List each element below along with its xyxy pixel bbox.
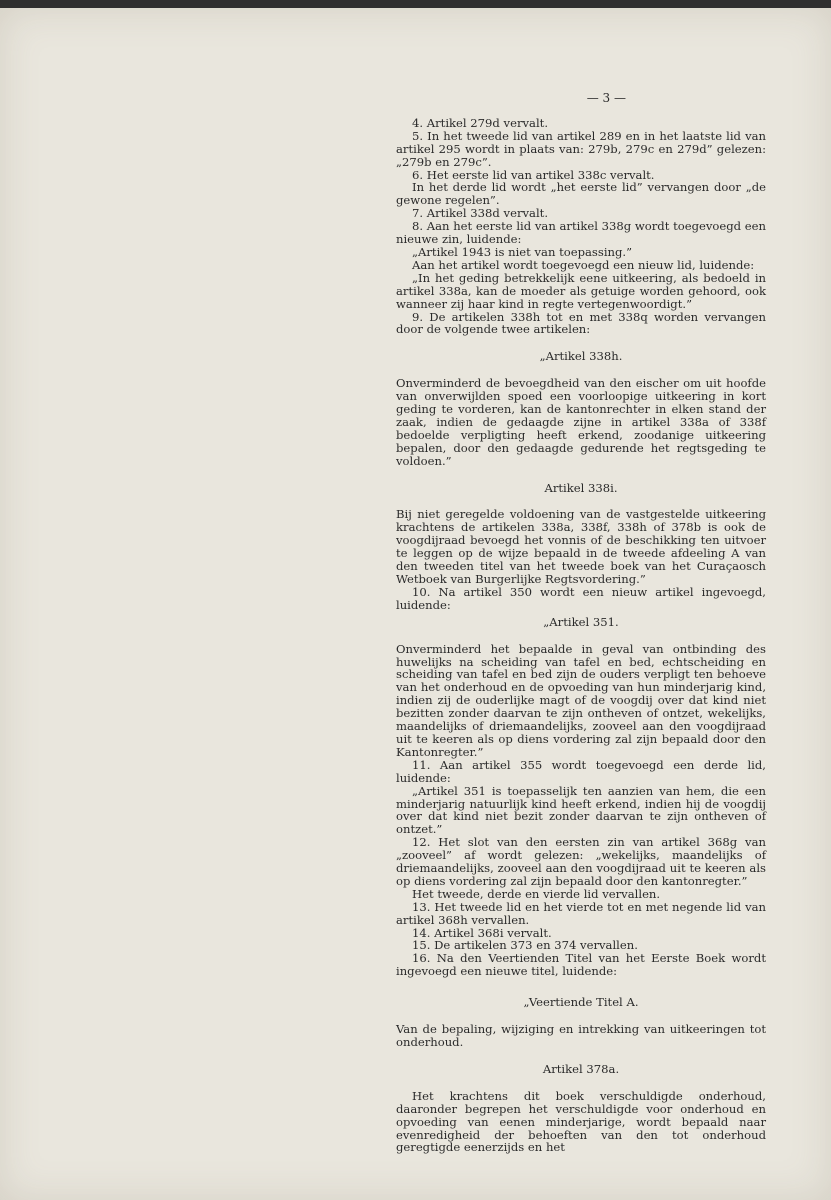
paragraph: 7. Artikel 338d vervalt.	[412, 206, 549, 221]
paragraph: In het derde lid wordt „het eerste lid” vervangen door „de gewone regelen”.	[396, 180, 766, 208]
paragraph: 10. Na artikel 350 wordt een nieuw artikel ingevoegd, luidende:	[396, 584, 766, 612]
paragraph: 6. Het eerste lid van artikel 338c vervalt.	[412, 167, 655, 182]
paragraph: 9. De artikelen 338h tot en met 338q worden vervangen door de volgende twee artikelen:	[396, 309, 766, 337]
article-text-378a: Het krachtens dit boek verschuldigde onderhoud, daaronder begrepen het verschuldigde voor onderhoud en opvoeding van eenen minderjarige, wordt bepaald naar evenredigheid der behoeften van den tot onderhoud geregtigde eenerzijds en het	[396, 1088, 766, 1155]
article-text-338h: Onverminderd de bevoegdheid van den eischer om uit hoofde van onverwijlden spoed een voorloopige uitkeering in kort geding te vorderen, kan de kantonrechter in elken stand der zaak, indien de gedaagde zijne in artikel 338a of 338f bedoelde verpligting heeft erkend, zoodanige uitkeering bepalen, door den gedaagde gedurende het regtsgeding te voldoen.”	[396, 376, 766, 468]
paragraph: „In het geding betrekkelijk eene uitkeering, als bedoeld in artikel 338a, kan de moeder als getuige worden gehoord, ook wanneer zij haar kind in regte vertegenwoordigt.”	[396, 270, 766, 311]
article-heading-338h: „Artikel 338h.	[539, 349, 623, 364]
article-text-351: Onverminderd het bepaalde in geval van ontbinding des huwelijks na scheiding van tafel en bed, echtscheiding en scheiding van tafel en bed zijn de ouders verpligt ten behoeve van het onderhoud en de opvoeding van hun minderjarig kind, indien zij de ouderlijke magt of de voogdij over dat kind niet bezitten zonder daarvan te zijn ontheven of ontzet, wekelijks, maandelijks of driemaandelijks, zooveel aan den voogdijraad uit te keeren als op diens vordering zal zijn bepaald door den Kantonregter.”	[396, 641, 766, 759]
paragraph: 11. Aan artikel 355 wordt toegevoegd een derde lid, luidende:	[396, 757, 766, 785]
title-heading: „Veertiende Titel A.	[523, 995, 639, 1010]
title-subject: Van de bepaling, wijziging en intrekking van uitkeeringen tot onderhoud.	[396, 1022, 766, 1049]
article-heading-351: „Artikel 351.	[543, 614, 619, 629]
paragraph: 14. Artikel 368i vervalt.	[412, 925, 552, 940]
document-page	[0, 8, 831, 1200]
paragraph: Aan het artikel wordt toegevoegd een nieuw lid, luidende:	[412, 257, 755, 272]
paragraph: 13. Het tweede lid en het vierde tot en met negende lid van artikel 368h vervallen.	[396, 899, 766, 927]
paragraph: „Artikel 1943 is niet van toepassing.”	[412, 244, 633, 259]
paragraph: 15. De artikelen 373 en 374 vervallen.	[412, 938, 638, 953]
paragraph: 12. Het slot van den eersten zin van artikel 368g van „zooveel” af wordt gelezen: „wekelijks, maandelijks of driemaandelijks, zooveel aan den voogdijraad uit te keeren als op diens vordering zal zijn bepaald door den kantonregter.”	[396, 835, 766, 888]
article-heading-338i: Artikel 338i.	[544, 480, 618, 495]
paragraph: 4. Artikel 279d vervalt.	[412, 115, 549, 130]
paragraph: „Artikel 351 is toepasselijk ten aanzien van hem, die een minderjarig natuurlijk kind heeft erkend, indien hij de voogdij over dat kind niet bezit zonder daarvan te zijn ontheven of ontzet.”	[396, 783, 766, 837]
paragraph: 16. Na den Veertienden Titel van het Eerste Boek wordt ingevoegd een nieuwe titel, luidende:	[396, 951, 766, 979]
text-column	[396, 92, 766, 1154]
paragraph: 8. Aan het eerste lid van artikel 338g wordt toegevoegd een nieuwe zin, luidende:	[396, 219, 766, 247]
paragraph: Het tweede, derde en vierde lid vervallen.	[412, 886, 661, 901]
paragraph: 5. In het tweede lid van artikel 289 en in het laatste lid van artikel 295 wordt in plaats van: 279b, 279c en 279d” gelezen: „279b en 279c”.	[396, 128, 766, 169]
top-edge-bar	[0, 0, 831, 8]
article-text-338i: Bij niet geregelde voldoening van de vastgestelde uitkeering krachtens de artikelen 338a, 338f, 338h of 378b is ook de voogdijraad bevoegd het vonnis of de beschikking ten uitvoer te leggen op de wijze bepaald in de tweede afdeeling A van den tweeden titel van het tweede boek van het Curaçaosch Wetboek van Burgerlijke Regtsvordering.”	[396, 507, 766, 586]
page-number: — 3 —	[586, 91, 626, 105]
article-heading-378a: Artikel 378a.	[542, 1061, 620, 1076]
